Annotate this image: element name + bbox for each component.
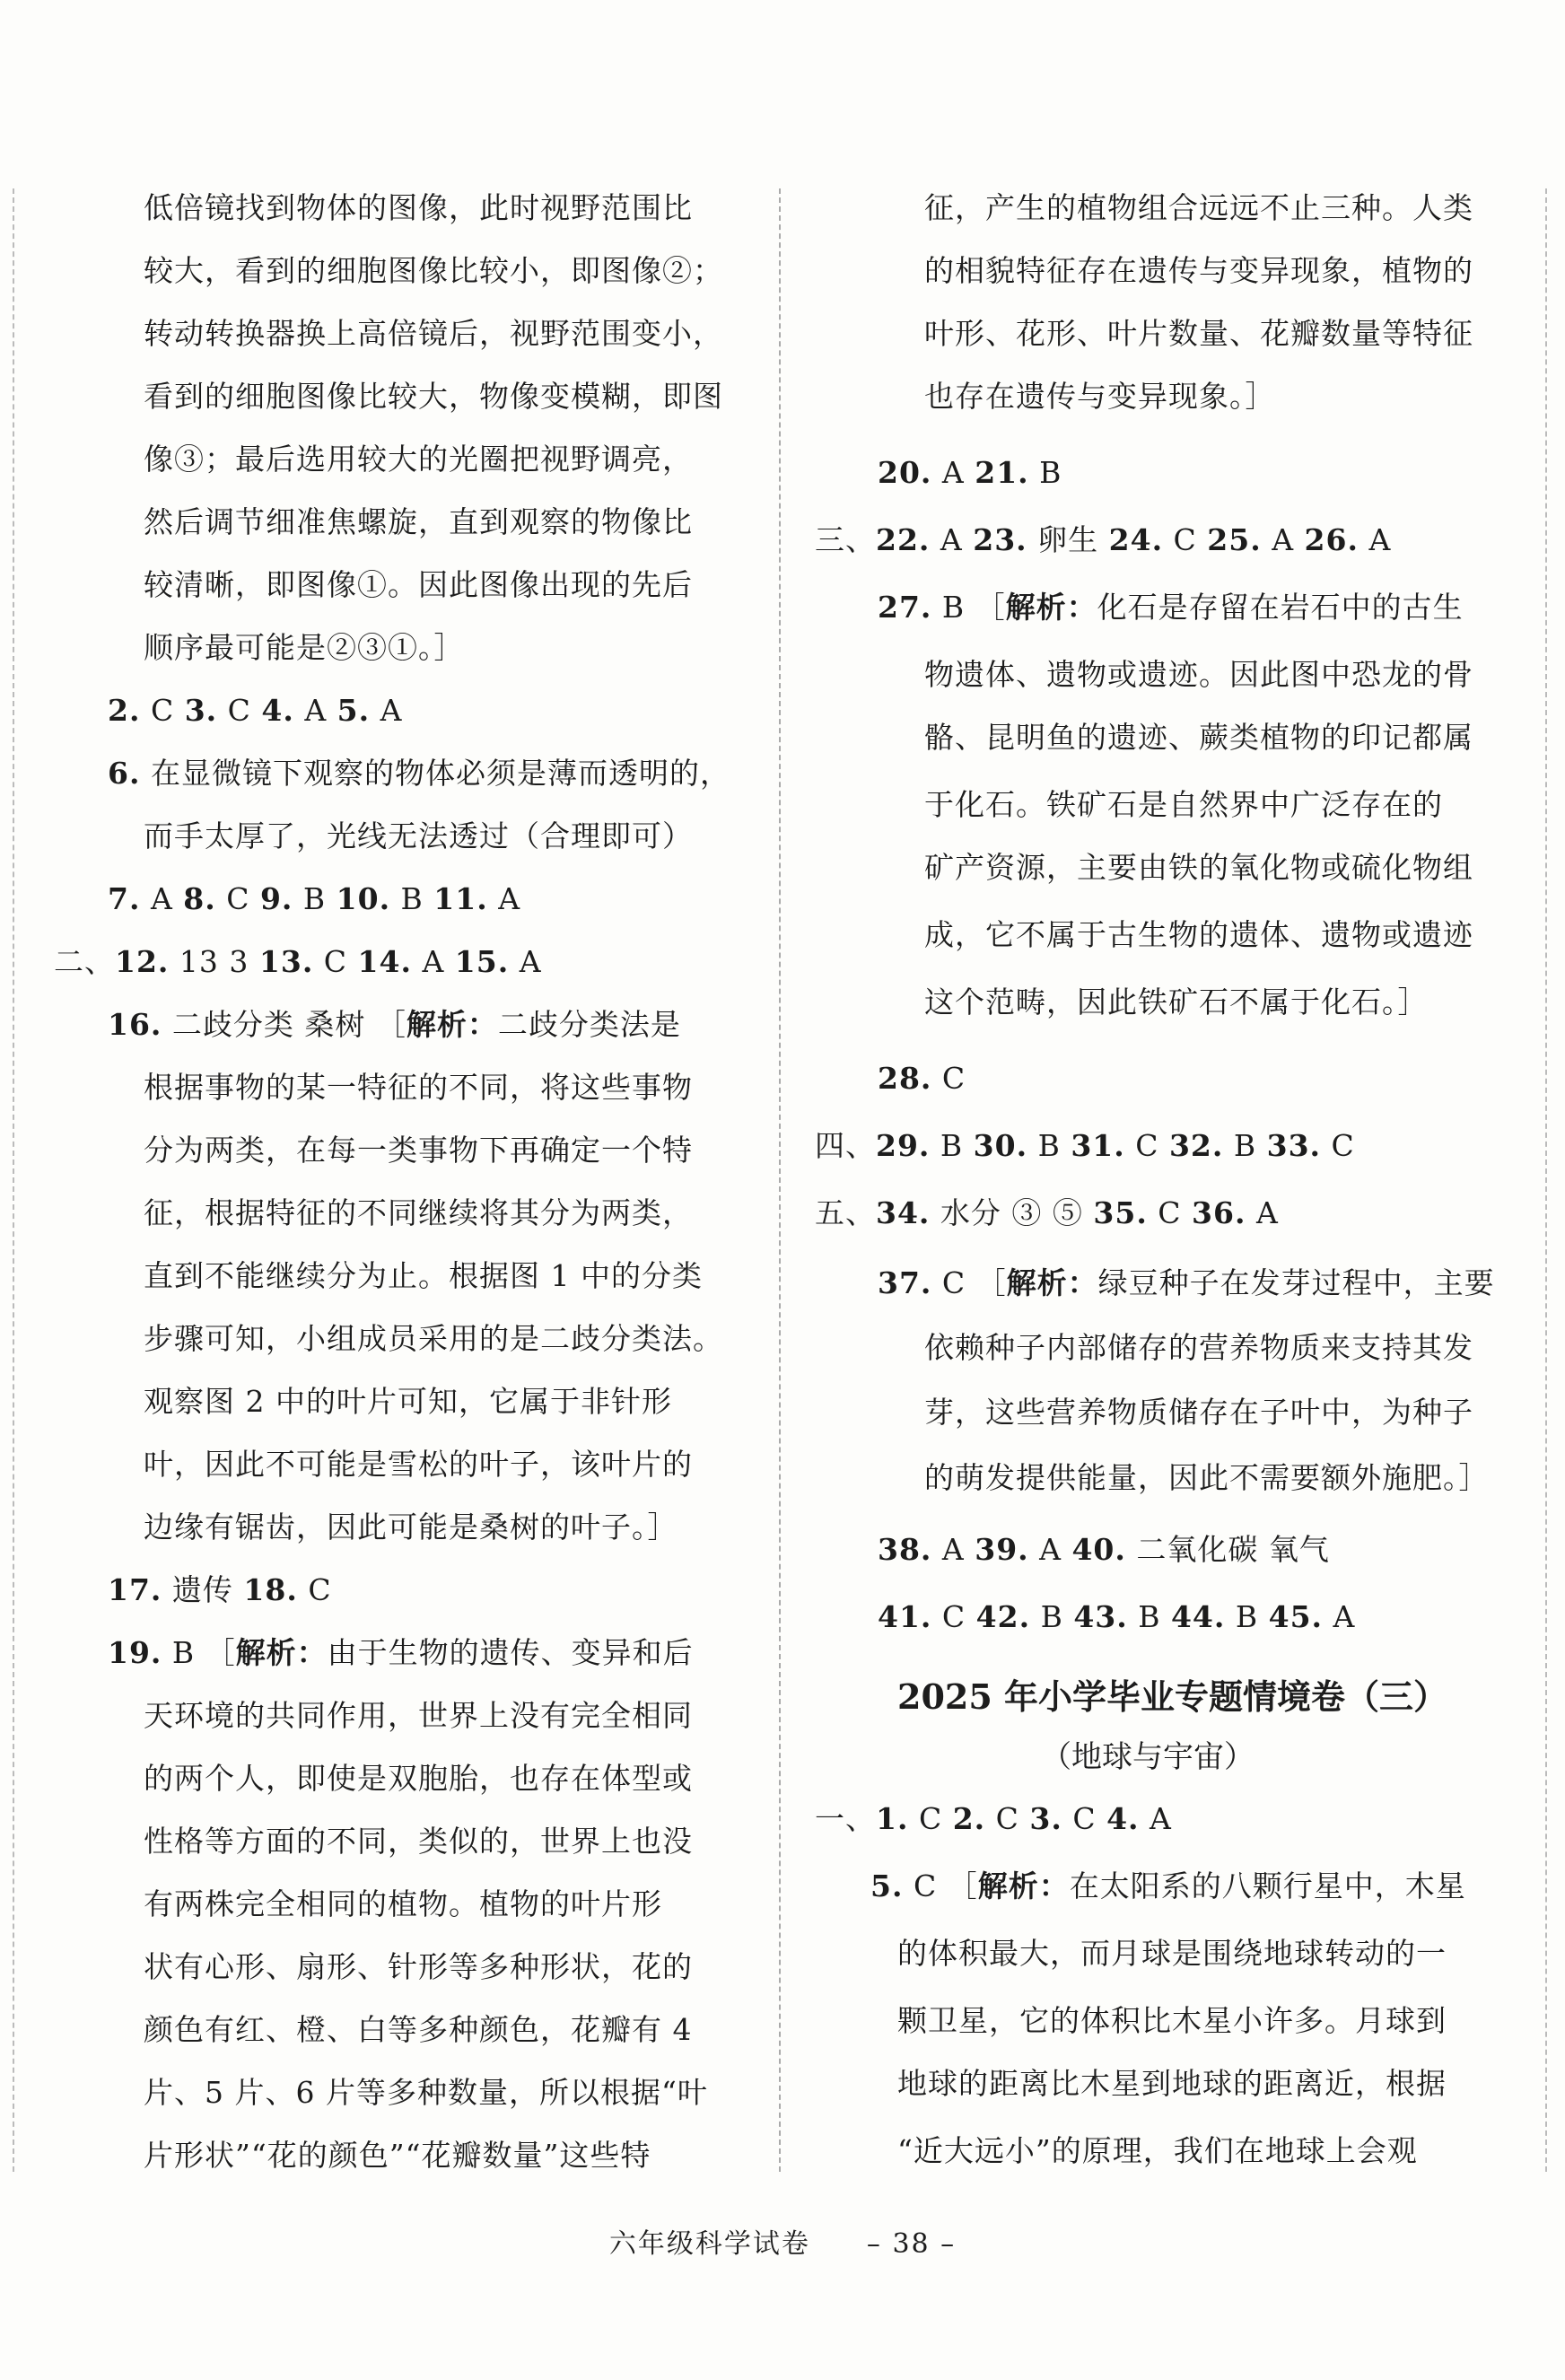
text-run: C <box>215 881 260 916</box>
left-text-line <box>144 1382 672 1422</box>
text-run: 矿产资源，主要由铁的氧化物或硫化物组 <box>924 850 1473 885</box>
text-run: A <box>1261 522 1305 557</box>
footer-label: 六年级科学试卷 <box>608 2228 810 2260</box>
text-run: 卵生 <box>1027 522 1109 557</box>
bold-label: 解析： <box>977 1868 1070 1903</box>
text-run: 直到不能继续分为止。根据图 1 中的分类 <box>144 1258 703 1293</box>
text-run: 水分 ③ ⑤ <box>930 1195 1094 1230</box>
left-text-line <box>144 1319 723 1359</box>
text-run: A <box>487 881 521 916</box>
text-run: 也存在遗传与变异现象。］ <box>924 379 1276 414</box>
page-footer <box>0 2221 1565 2261</box>
text-run: 在太阳系的八颗行星中，木星 <box>1069 1868 1466 1903</box>
bold-label: 38. <box>878 1532 932 1567</box>
text-run: A <box>1028 1532 1072 1567</box>
bold-label: 20. <box>878 455 932 490</box>
right-text-line <box>897 2064 1447 2104</box>
text-run: 的体积最大，而月球是围绕地球转动的一 <box>897 1936 1447 1971</box>
text-run: 顺序最可能是②③①。］ <box>144 630 465 665</box>
text-run: 遗传 <box>162 1572 244 1607</box>
text-run: 依赖种子内部储存的营养物质来支持其发 <box>924 1330 1473 1365</box>
text-run: 观察图 2 中的叶片可知，它属于非针形 <box>144 1384 672 1419</box>
text-run: 根据事物的某一特征的不同，将这些事物 <box>144 1070 693 1105</box>
text-run: 绿豆种子在发芽过程中，主要 <box>1097 1265 1495 1300</box>
text-run: C <box>1163 522 1208 557</box>
bold-label: 24. <box>1108 522 1164 557</box>
bold-label: 3. <box>1029 1801 1062 1836</box>
bold-label: 26. <box>1304 522 1359 557</box>
left-text-line <box>108 691 402 731</box>
bold-label: 3. <box>184 693 218 728</box>
bold-label: 4. <box>261 693 294 728</box>
left-text-line <box>144 1194 693 1233</box>
bold-label: 5. <box>870 1868 904 1903</box>
left-text-line <box>144 1696 693 1736</box>
text-run: 较大，看到的细胞图像比较小，即图像②； <box>144 253 723 288</box>
bold-label: 2. <box>952 1801 986 1836</box>
text-run: 二、 <box>54 944 115 979</box>
right-text-line <box>815 1126 1355 1166</box>
text-run: 有两株完全相同的植物。植物的叶片形 <box>144 1886 662 1921</box>
bold-label: 9. <box>259 881 293 916</box>
bold-label: 1. <box>876 1801 909 1836</box>
text-run: 低倍镜找到物体的图像，此时视野范围比 <box>144 190 693 225</box>
bold-label: 8. <box>183 881 216 916</box>
text-run: 于化石。铁矿石是自然界中广泛存在的 <box>924 787 1443 822</box>
text-run: A <box>1323 1599 1356 1634</box>
text-run: 叶形、花形、叶片数量、花瓣数量等特征 <box>924 316 1473 351</box>
right-text-line <box>924 848 1473 888</box>
bold-label: 22. <box>876 522 931 557</box>
right-text-line <box>878 1264 1495 1303</box>
left-text-line <box>144 1256 703 1296</box>
text-run: A <box>140 881 184 916</box>
right-text-line <box>924 314 1473 354</box>
text-run: B <box>293 881 337 916</box>
bold-label: 36. <box>1192 1195 1246 1230</box>
text-run: 状有心形、扇形、针形等多种形状，花的 <box>144 1949 693 1984</box>
text-run: A <box>293 693 337 728</box>
right-text-line <box>878 588 1464 627</box>
section-title: 2025 年小学毕业专题情境卷（三） <box>897 1676 1447 1717</box>
text-run: C <box>297 1572 332 1607</box>
right-text-line <box>924 915 1473 955</box>
right-text-line <box>878 1597 1355 1637</box>
bold-label: 17. <box>108 1572 162 1607</box>
text-run: “近大远小”的原理，我们在地球上会观 <box>897 2133 1418 2168</box>
text-run: 一、 <box>815 1801 876 1836</box>
left-text-line <box>144 2136 651 2175</box>
text-run: A <box>931 1532 975 1567</box>
text-run: C <box>1062 1801 1107 1836</box>
left-text-line <box>144 2073 708 2113</box>
text-run: C ［ <box>903 1868 978 1903</box>
left-text-line <box>144 251 723 291</box>
text-run: 骼、昆明鱼的遗迹、蕨类植物的印记都属 <box>924 720 1473 755</box>
text-run: 四、 <box>815 1128 876 1163</box>
left-text-line <box>144 1068 693 1107</box>
bold-label: 41. <box>878 1599 932 1634</box>
bold-label: 21. <box>975 455 1029 490</box>
text-run: 性格等方面的不同，类似的，世界上也没 <box>144 1824 693 1859</box>
text-run: 13 3 <box>169 944 259 979</box>
text-run: A <box>1139 1801 1172 1836</box>
right-text-line <box>815 1194 1279 1233</box>
left-text-line <box>108 1633 694 1673</box>
right-text-line <box>897 2131 1418 2171</box>
text-run: 转动转换器换上高倍镜后，视野范围变小， <box>144 316 723 351</box>
text-run: C <box>1124 1128 1169 1163</box>
bold-label: 42. <box>975 1599 1031 1634</box>
text-run: A <box>1358 522 1392 557</box>
text-run: 片、5 片、6 片等多种数量，所以根据“叶 <box>144 2075 708 2110</box>
bold-label: 30. <box>973 1128 1028 1163</box>
left-margin-dashed-rule <box>13 188 14 2172</box>
left-text-line <box>144 1885 662 1924</box>
bold-label: 解析： <box>1006 1265 1098 1300</box>
text-run: B <box>930 1128 974 1163</box>
text-run: B <box>1027 1128 1071 1163</box>
left-text-line <box>144 1822 693 1861</box>
bold-label: 16. <box>108 1007 162 1042</box>
left-text-line <box>108 1571 332 1610</box>
text-run: 化石是存留在岩石中的古生 <box>1097 590 1464 625</box>
text-run: C <box>1321 1128 1355 1163</box>
right-text-line <box>878 1530 1330 1570</box>
bold-label: 44. <box>1170 1599 1226 1634</box>
text-run: 二氧化碳 氧气 <box>1125 1532 1330 1567</box>
text-run: 而手太厚了，光线无法透过（合理即可） <box>144 818 693 853</box>
text-run: 征，产生的植物组合远远不止三种。人类 <box>924 190 1473 225</box>
bold-label: 45. <box>1268 1599 1324 1634</box>
left-text-line <box>144 1131 693 1170</box>
text-run: 天环境的共同作用，世界上没有完全相同 <box>144 1698 693 1733</box>
bold-label: 43. <box>1073 1599 1128 1634</box>
text-run: C <box>908 1801 953 1836</box>
text-run: A <box>509 944 542 979</box>
right-text-line <box>897 1934 1447 1973</box>
right-text-line <box>924 251 1473 291</box>
left-text-line <box>108 754 730 793</box>
text-run: 五、 <box>815 1195 876 1230</box>
left-text-line <box>144 1445 693 1484</box>
right-text-line <box>815 1799 1172 1839</box>
text-run: 颗卫星，它的体积比木星小许多。月球到 <box>897 2003 1447 2038</box>
text-run: C <box>985 1801 1030 1836</box>
right-text-line <box>870 1867 1466 1906</box>
right-margin-dashed-rule <box>1545 188 1547 2172</box>
text-run: 这个范畴，因此铁矿石不属于化石。］ <box>924 984 1429 1019</box>
page-number: – 38 – <box>866 2228 957 2260</box>
bold-label: 解析： <box>235 1635 328 1670</box>
left-text-line <box>144 565 693 605</box>
bold-label: 12. <box>115 944 170 979</box>
left-text-line <box>144 1759 693 1798</box>
text-run: 边缘有锯齿，因此可能是桑树的叶子。］ <box>144 1509 678 1544</box>
text-run: 像③；最后选用较大的光圈把视野调亮， <box>144 442 693 477</box>
left-text-line <box>144 314 723 354</box>
text-run: B <box>1028 455 1062 490</box>
bold-label: 25. <box>1207 522 1262 557</box>
bold-label: 14. <box>357 944 412 979</box>
text-run: 二歧分类 桑树 ［ <box>162 1007 407 1042</box>
text-run: 颜色有红、橙、白等多种颜色，花瓣有 4 <box>144 2012 693 2047</box>
bold-label: 35. <box>1093 1195 1148 1230</box>
text-run: B <box>1223 1128 1267 1163</box>
bold-label: 18. <box>243 1572 298 1607</box>
text-run: A <box>930 522 974 557</box>
text-run: C <box>1147 1195 1193 1230</box>
left-text-line <box>144 2010 693 2050</box>
right-text-line <box>878 1059 966 1098</box>
text-run: A <box>370 693 403 728</box>
text-run: B <box>390 881 434 916</box>
left-text-line <box>144 377 723 416</box>
right-text-line <box>878 453 1062 493</box>
text-run: 较清晰，即图像①。因此图像出现的先后 <box>144 567 693 602</box>
text-run: B <box>1225 1599 1269 1634</box>
bold-label: 解析： <box>406 1007 498 1042</box>
right-text-line <box>924 655 1473 695</box>
bold-label: 28. <box>878 1061 932 1096</box>
left-text-line <box>144 1508 678 1547</box>
bold-label: 19. <box>108 1635 162 1670</box>
bold-label: 39. <box>975 1532 1029 1567</box>
bold-label: 13. <box>258 944 314 979</box>
right-text-line <box>924 785 1443 825</box>
text-run: C <box>140 693 185 728</box>
right-text-line <box>924 1328 1473 1368</box>
bold-label: 6. <box>108 756 141 791</box>
right-text-line <box>924 1393 1473 1432</box>
left-text-line <box>144 817 693 856</box>
text-run: B ［ <box>162 1635 236 1670</box>
right-text-line <box>815 521 1391 560</box>
bold-label: 40. <box>1071 1532 1126 1567</box>
left-text-line <box>144 1947 693 1987</box>
left-text-line <box>54 942 542 982</box>
bold-label: 5. <box>337 693 371 728</box>
text-run: 叶，因此不可能是雪松的叶子，该叶片的 <box>144 1447 693 1482</box>
bold-label: 10. <box>336 881 391 916</box>
right-text-line <box>924 1458 1490 1498</box>
text-run: 二歧分类法是 <box>497 1007 681 1042</box>
bold-label: 7. <box>108 881 141 916</box>
left-text-line <box>144 188 693 228</box>
center-dashed-rule <box>779 188 781 2172</box>
bold-label: 31. <box>1071 1128 1125 1163</box>
text-run: 地球的距离比木星到地球的距离近，根据 <box>897 2066 1447 2101</box>
bold-label: 32. <box>1168 1128 1224 1163</box>
bold-label: 34. <box>876 1195 931 1230</box>
text-run: C <box>931 1599 976 1634</box>
text-run: 的两个人，即使是双胞胎，也存在体型或 <box>144 1761 693 1796</box>
text-run: 在显微镜下观察的物体必须是薄而透明的， <box>140 756 730 791</box>
bold-label: 33. <box>1266 1128 1322 1163</box>
left-text-line <box>144 628 465 668</box>
text-run: A <box>411 944 455 979</box>
text-run: 三、 <box>815 522 876 557</box>
text-run: A <box>931 455 975 490</box>
bold-label: 15. <box>454 944 510 979</box>
bold-label: 11. <box>433 881 488 916</box>
text-run: 成，它不属于古生物的遗体、遗物或遗迹 <box>924 917 1473 952</box>
right-text-line <box>924 718 1473 757</box>
bold-label: 4. <box>1106 1801 1140 1836</box>
text-run: B <box>1127 1599 1171 1634</box>
text-run: 然后调节细准焦螺旋，直到观察的物像比 <box>144 504 693 539</box>
text-run: B ［ <box>931 590 1006 625</box>
left-text-line <box>108 879 520 919</box>
text-run: 步骤可知，小组成员采用的是二歧分类法。 <box>144 1321 723 1356</box>
left-text-line <box>144 503 693 542</box>
bold-label: 29. <box>876 1128 931 1163</box>
text-run: 分为两类，在每一类事物下再确定一个特 <box>144 1133 693 1168</box>
section-subtitle: （地球与宇宙） <box>1041 1739 1255 1775</box>
bold-label: 27. <box>878 590 932 625</box>
text-run: B <box>1030 1599 1074 1634</box>
text-run: 由于生物的遗传、变异和后 <box>327 1635 694 1670</box>
text-run: 征，根据特征的不同继续将其分为两类， <box>144 1195 693 1230</box>
bold-label: 2. <box>108 693 141 728</box>
text-run: 片形状”“花的颜色”“花瓣数量”这些特 <box>144 2138 651 2173</box>
text-run: C <box>931 1061 966 1096</box>
right-text-line <box>924 188 1473 228</box>
text-run: C ［ <box>931 1265 1007 1300</box>
left-text-line <box>144 440 693 479</box>
text-run: C <box>217 693 262 728</box>
bold-label: 37. <box>878 1265 932 1300</box>
right-text-line <box>924 377 1276 416</box>
text-run: 芽，这些营养物质储存在子叶中，为种子 <box>924 1395 1473 1430</box>
bold-label: 23. <box>973 522 1027 557</box>
text-run: 的萌发提供能量，因此不需要额外施肥。］ <box>924 1460 1490 1495</box>
right-text-line <box>897 2001 1447 2041</box>
bold-label: 解析： <box>1005 590 1097 625</box>
text-run: C <box>313 944 358 979</box>
text-run: 看到的细胞图像比较大，物像变模糊，即图 <box>144 379 723 414</box>
text-run: 物遗体、遗物或遗迹。因此图中恐龙的骨 <box>924 657 1473 692</box>
text-run: 的相貌特征存在遗传与变异现象，植物的 <box>924 253 1473 288</box>
right-text-line <box>924 983 1429 1022</box>
text-run: A <box>1246 1195 1279 1230</box>
left-text-line <box>108 1005 681 1045</box>
